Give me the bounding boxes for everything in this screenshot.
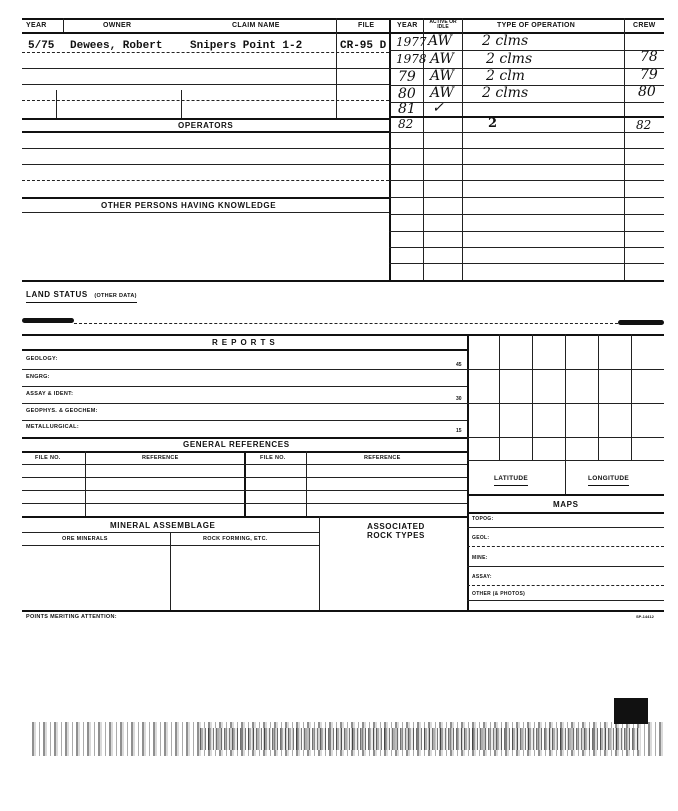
map-topog-label: TOPOG: (472, 516, 494, 522)
report-assay-label: ASSAY & IDENT: (26, 391, 74, 397)
report-metallurgical-label: METALLURGICAL: (26, 424, 79, 430)
op-operation-2: 2 clms (486, 51, 533, 67)
op-year-2: 1978 (396, 52, 427, 66)
op-year-6: 82 (398, 117, 414, 131)
op-status-5: ✓ (432, 100, 444, 116)
map-assay-label: ASSAY: (472, 574, 492, 580)
form-number: SP-14412 (636, 614, 654, 619)
header-owner: OWNER (103, 22, 132, 29)
header-claim-name: CLAIM NAME (232, 22, 280, 29)
ref-header-file-no-1: FILE NO. (35, 455, 61, 461)
land-status-title: LAND STATUS (26, 290, 88, 299)
land-status-subtitle: (OTHER DATA) (94, 293, 137, 299)
op-operation-6: 2 (488, 116, 498, 131)
header-file: FILE (358, 22, 375, 29)
op-status-2: AW (430, 51, 454, 67)
map-mine-label: MINE: (472, 555, 488, 561)
owner-entry-file: CR-95 D (340, 40, 387, 52)
op-crew-4: 80 (638, 84, 656, 100)
latitude-label: LATITUDE (494, 475, 529, 482)
op-status-3: AW (430, 68, 454, 84)
map-geol-label: GEOL: (472, 535, 490, 541)
report-engrg-label: ENGRG: (26, 374, 50, 380)
op-year-3: 79 (398, 69, 416, 85)
map-other-photos-label: OTHER (& PHOTOS) (472, 591, 526, 597)
ref-header-file-no-2: FILE NO. (260, 455, 286, 461)
op-year-4: 80 (398, 86, 416, 102)
reports-title: REPORTS (212, 338, 279, 347)
op-year-5: 81 (398, 101, 416, 117)
mineral-assemblage-title: MINERAL ASSEMBLAGE (110, 521, 216, 530)
op-status-1: AW (428, 33, 452, 49)
ref-header-reference-2: REFERENCE (364, 455, 401, 461)
maps-title: MAPS (553, 500, 579, 509)
rock-forming-label: ROCK FORMING, ETC. (203, 536, 268, 542)
header-year: YEAR (26, 22, 47, 29)
scan-noise-band-dark (200, 728, 640, 750)
op-crew-2: 78 (640, 49, 658, 65)
op-status-4: AW (430, 85, 454, 101)
header-year-2: YEAR (397, 22, 418, 29)
scan-smudge-left (22, 318, 74, 323)
ore-minerals-label: ORE MINERALS (62, 536, 108, 542)
scan-black-mark (614, 698, 648, 724)
report-metallurgical-number: 15 (456, 428, 462, 434)
owner-entry-date: 5/75 (28, 40, 55, 52)
operators-title: OPERATORS (178, 121, 234, 130)
report-assay-number: 30 (456, 396, 462, 402)
report-geology-number: 45 (456, 362, 462, 368)
header-crew: CREW (633, 22, 656, 29)
header-type-of-operation: TYPE OF OPERATION (497, 22, 576, 29)
op-crew-3: 79 (640, 67, 658, 83)
scan-smudge-right (618, 320, 664, 325)
ref-header-reference-1: REFERENCE (142, 455, 179, 461)
op-crew-6: 82 (636, 118, 652, 132)
header-active-idle: ACTIVE OR IDLE (429, 19, 457, 30)
associated-rock-types-label: ASSOCIATED ROCK TYPES (366, 522, 425, 540)
longitude-label: LONGITUDE (588, 475, 629, 482)
owner-entry-claim: Snipers Point 1-2 (190, 40, 303, 52)
op-operation-4: 2 clms (482, 85, 529, 101)
general-references-title: GENERAL REFERENCES (183, 440, 290, 449)
op-year-1: 1977 (396, 35, 427, 49)
report-geology-label: GEOLOGY: (26, 356, 58, 362)
op-operation-3: 2 clm (486, 68, 525, 84)
report-geophys-label: GEOPHYS. & GEOCHEM: (26, 408, 98, 414)
op-operation-1: 2 clms (482, 33, 529, 49)
owner-entry-name: Dewees, Robert (70, 40, 163, 52)
points-meriting-attention-label: POINTS MERITING ATTENTION: (26, 614, 117, 620)
other-persons-title: OTHER PERSONS HAVING KNOWLEDGE (101, 201, 277, 210)
